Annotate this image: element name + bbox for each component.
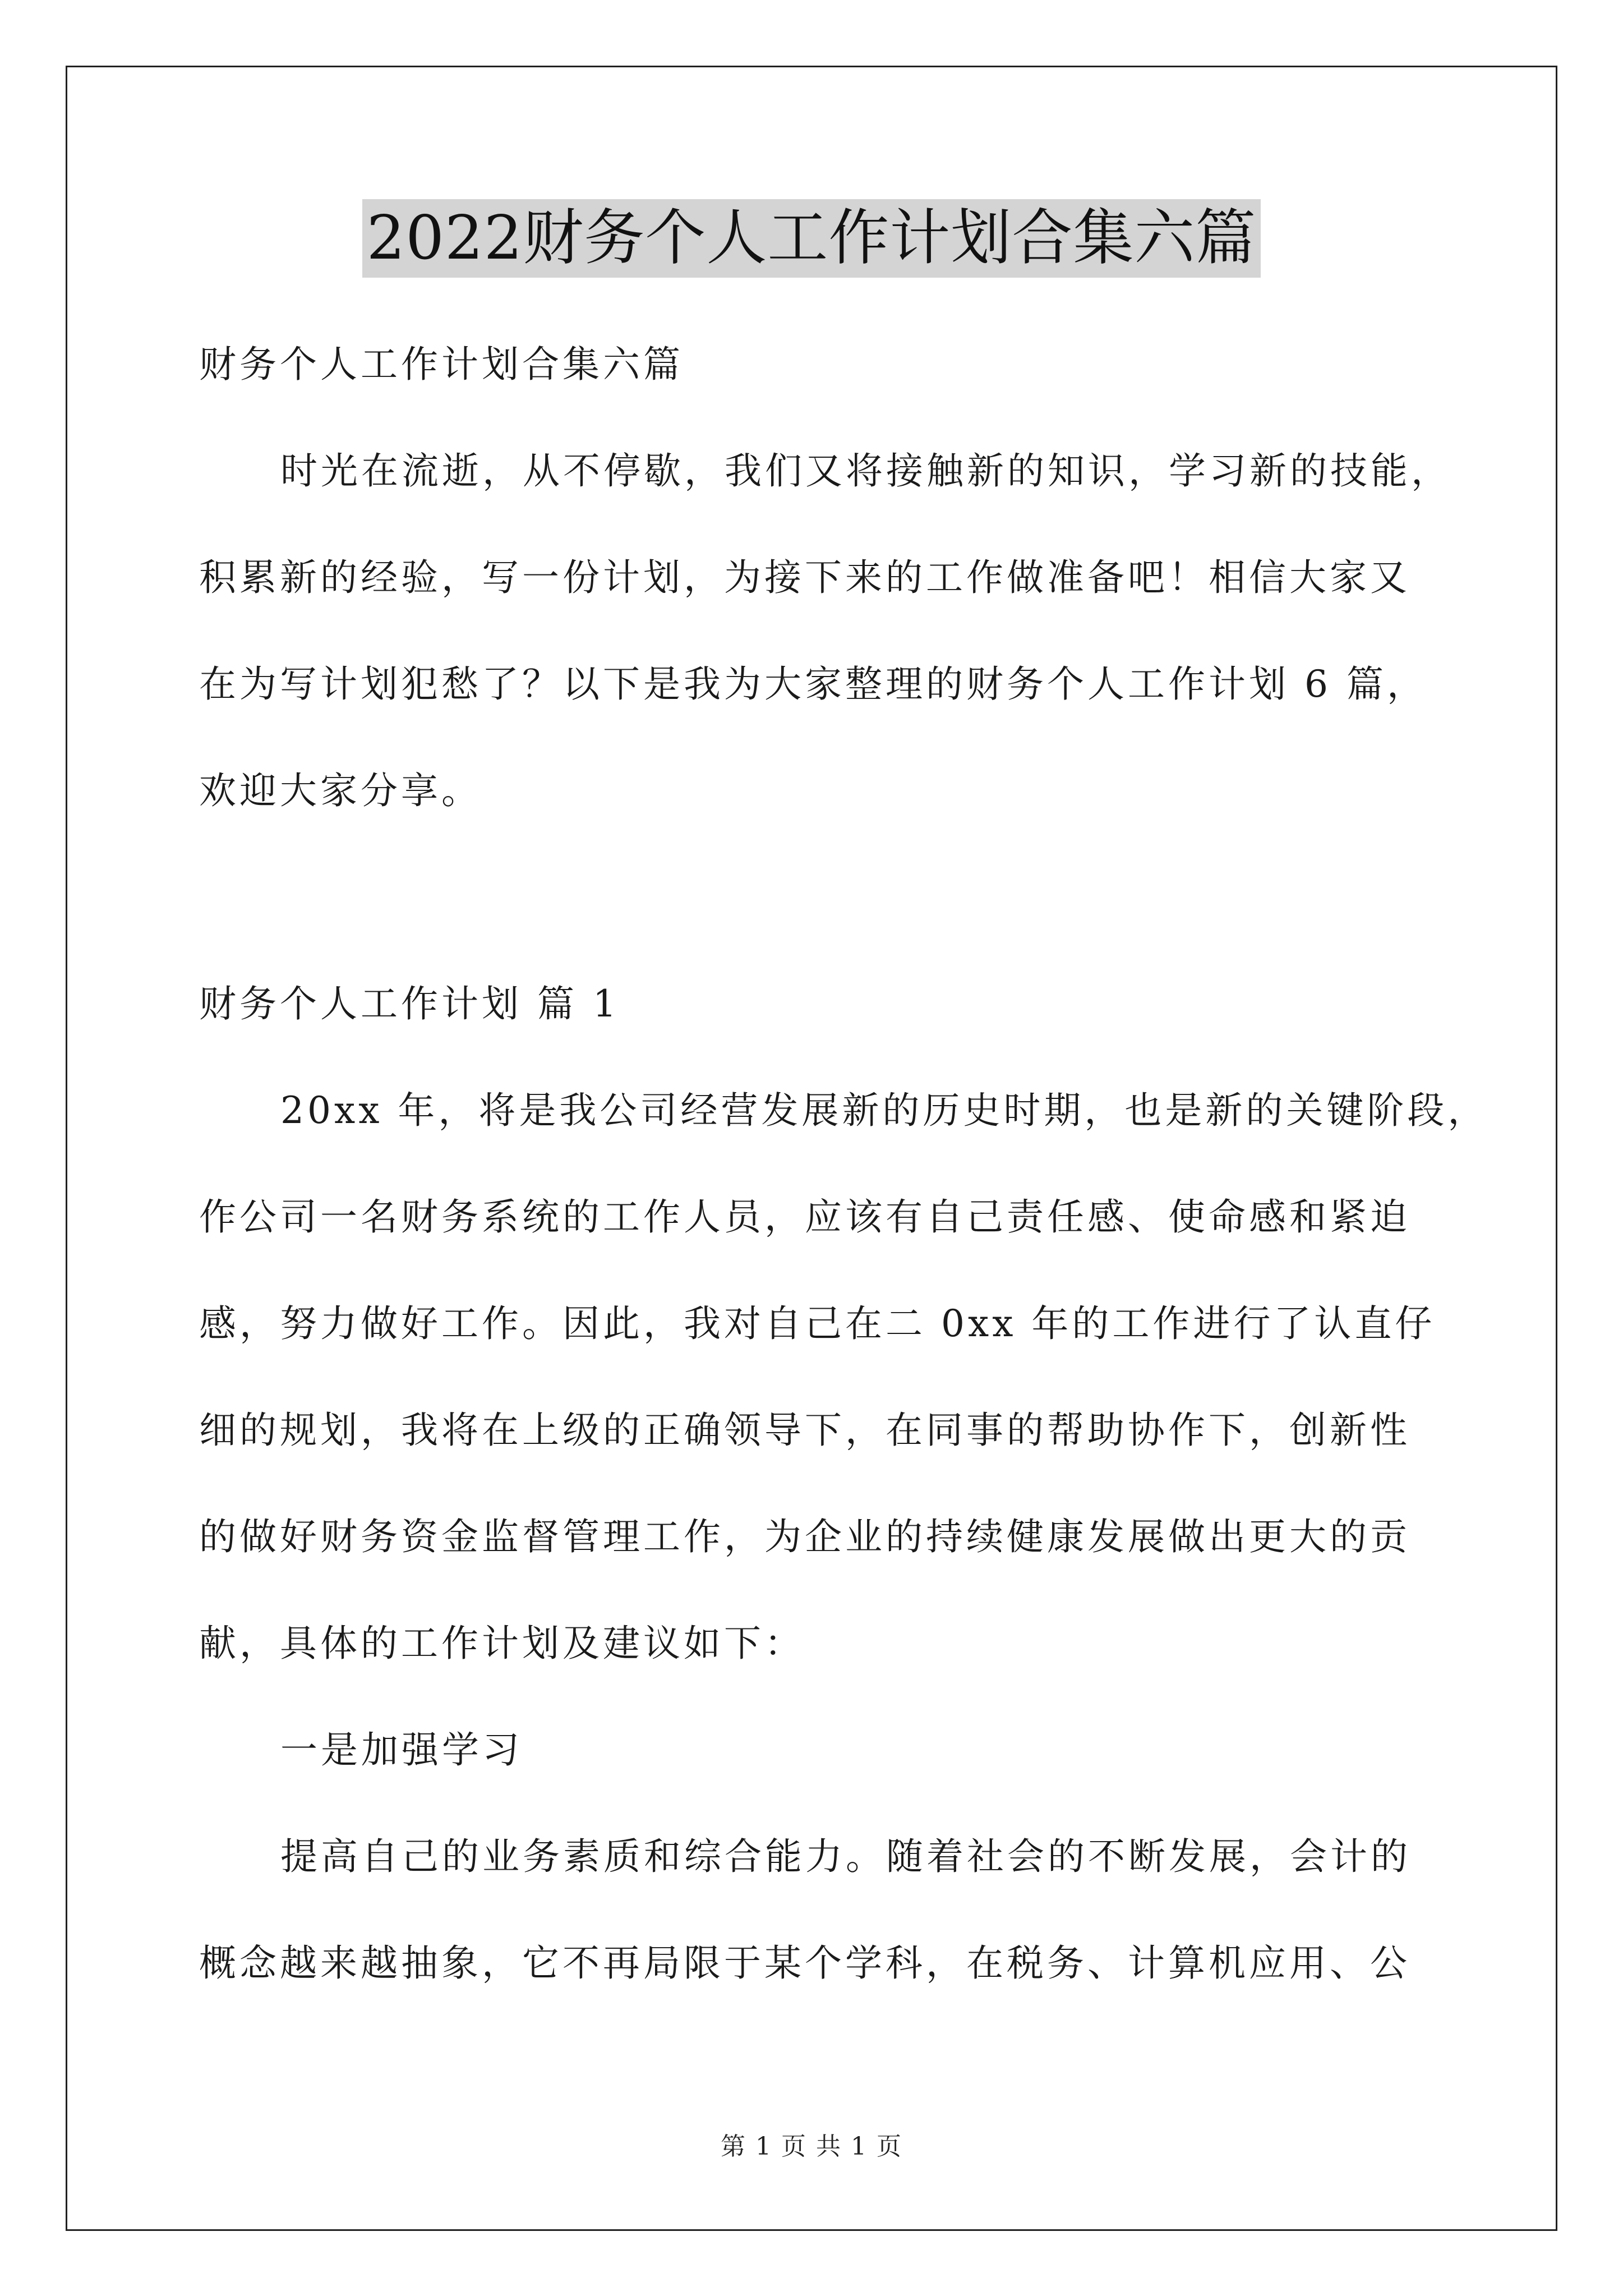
- document-title: 2022财务个人工作计划合集六篇: [362, 199, 1261, 278]
- title-container: [0, 199, 1623, 278]
- text-line: 财务个人工作计划 篇 1: [199, 982, 620, 1025]
- document-body: [199, 311, 1488, 2017]
- page-footer: 第 1 页 共 1 页: [721, 2132, 902, 2161]
- text-line: 感，努力做好工作。因此，我对自己在二 0xx 年的工作进行了认直仔: [199, 1302, 1436, 1345]
- text-line: 一是加强学习: [280, 1728, 523, 1772]
- text-line: 财务个人工作计划合集六篇: [199, 343, 684, 386]
- text-line: 提高自己的业务素质和综合能力。随着社会的不断发展，会计的: [280, 1835, 1411, 1878]
- blank-line: [199, 844, 1433, 951]
- text-line: 20xx 年，将是我公司经营发展新的历史时期，也是新的关键阶段，: [280, 1089, 1488, 1132]
- text-line: 积累新的经验，写一份计划，为接下来的工作做准备吧！相信大家又: [199, 556, 1410, 599]
- text-line: 作公司一名财务系统的工作人员，应该有自己责任感、使命感和紧迫: [199, 1195, 1410, 1239]
- text-line: 献，具体的工作计划及建议如下：: [199, 1622, 805, 1665]
- text-line: 欢迎大家分享。: [199, 769, 482, 812]
- text-line: 在为写计划犯愁了？以下是我为大家整理的财务个人工作计划 6 篇，: [199, 662, 1427, 706]
- text-line: 的做好财务资金监督管理工作，为企业的持续健康发展做出更大的贡: [199, 1515, 1410, 1558]
- text-line: 概念越来越抽象，它不再局限于某个学科，在税务、计算机应用、公: [199, 1941, 1410, 1985]
- text-line: 时光在流逝，从不停歇，我们又将接触新的知识，学习新的技能，: [280, 449, 1451, 493]
- text-line: 细的规划，我将在上级的正确领导下，在同事的帮助协作下，创新性: [199, 1409, 1410, 1452]
